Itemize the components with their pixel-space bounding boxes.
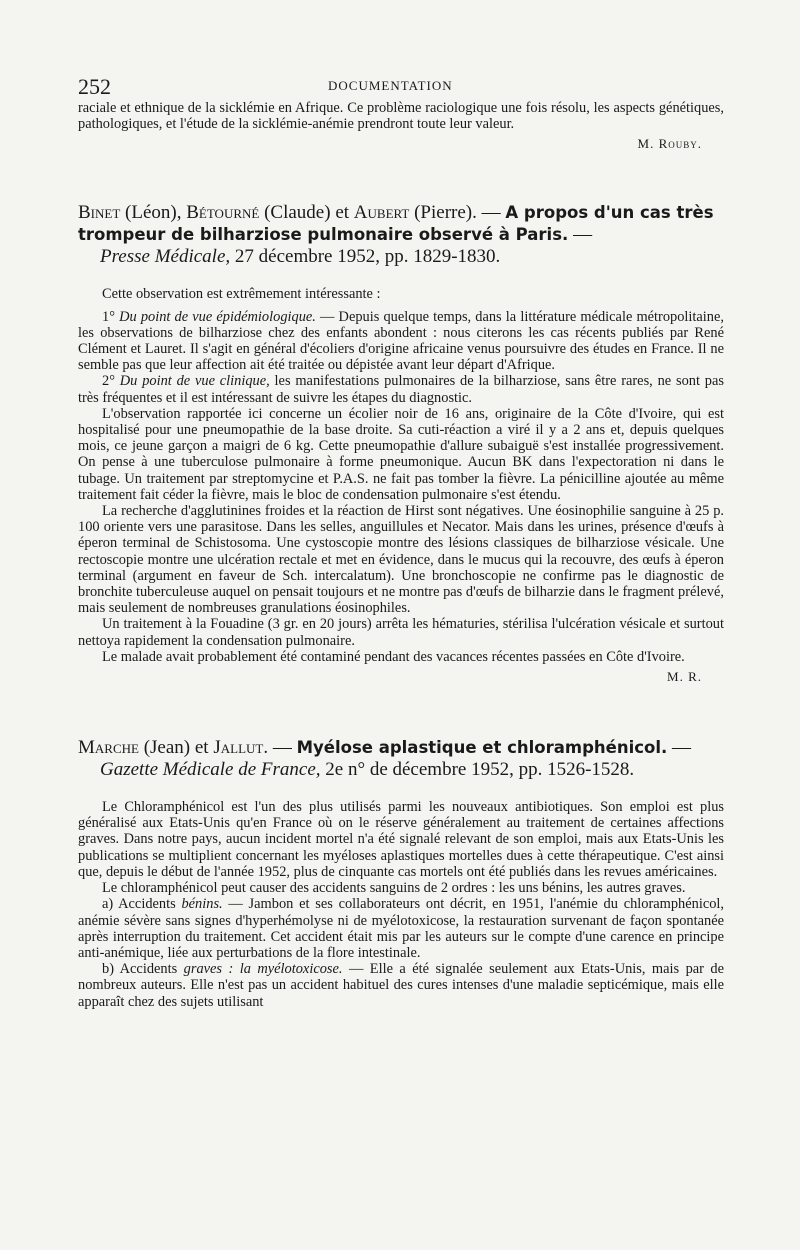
article-paragraph: Le Chloramphénicol est l'un des plus utilisés parmi les nouveaux antibiotiques. Son emploi est plus généralisé aux Etats-Unis qu'en France où on le réserve généralement au traitement de certaines affections graves. Dans notre pays, aucun incident mortel n'a été signalé relevant de son emploi, mais aux Etats-Unis les publications se multiplient concernant les myéloses aplastiques mortelles dues à cette thérapeutique. C'est ainsi que, depuis le début de l'année 1952, plus de cinquante cas mortels ont été publiés dans les revues américaines.	[78, 799, 724, 880]
author-first: (Claude)	[264, 202, 331, 224]
article-title: A propos d'un cas très trompeur de bilharziose pulmonaire observé à Paris.	[78, 203, 714, 245]
running-title: DOCUMENTATION	[328, 78, 453, 93]
article-paragraph: La recherche d'agglutinines froides et la réaction de Hirst sont négatives. Une éosinophilie sanguine à 25 p. 100 oriente vers une parasitose. Dans les selles, anguillules et Necator. Mais dans les urines, présence d'œufs à éperon terminal de Schistosoma. Une cystoscopie montre des lésions classiques de bilharziose vésicale. Une rectoscopie montre une ulcération rectale et met en évidence, dans le mucus qui la recouvre, des œufs à éperon terminal (argument en faveur de Sch. intercalatum). Une bronchoscopie ne confirme pas le diagnostic de bronchite tuberculeuse auquel on pensait toujours et ne montre pas d'œufs de bilharzie dans le fragment prélevé, mais seulement de nombreuses granulations éosinophiles.	[78, 503, 724, 617]
article-paragraph: 2° Du point de vue clinique, les manifestations pulmonaires de la bilharziose, sans être rares, ne sont pas très fréquentes et il est intéressant de suivre les étapes du diagnostic.	[78, 373, 724, 406]
page-header	[78, 70, 724, 100]
page-number: 252	[78, 74, 111, 99]
author-name: Aubert	[353, 202, 410, 224]
article-title: Myélose aplastique et chloramphénicol.	[296, 738, 668, 758]
article-paragraph: Un traitement à la Fouadine (3 gr. en 20 jours) arrêta les hématuries, stérilisa l'ulcération vésicale et surtout nettoya rapidement la condensation pulmonaire.	[78, 616, 724, 649]
author-first: (Pierre)	[414, 202, 473, 224]
author-first: (Léon)	[125, 202, 177, 224]
author-name: Bétourné	[186, 202, 260, 224]
document-page	[78, 70, 724, 1010]
article1-body	[78, 286, 724, 685]
author-first: (Jean)	[143, 737, 191, 759]
journal-name: Gazette Médicale de France,	[100, 759, 321, 781]
author-name: Binet	[78, 202, 121, 224]
conjunction: et	[335, 202, 350, 224]
author-name: Jallut.	[213, 737, 269, 759]
journal-name: Presse Médicale,	[100, 246, 231, 268]
article-paragraph: Le chloramphénicol peut causer des accidents sanguins de 2 ordres : les uns bénins, les autres graves.	[102, 880, 686, 897]
intro-paragraph: raciale et ethnique de la sicklémie en Afrique. Ce problème raciologique une fois résolu, les aspects génétiques, pathologiques, et l'étude de la sicklémie-anémie prendront toute leur valeur.	[78, 100, 724, 133]
article-paragraph: 1° Du point de vue épidémiologique. — Depuis quelque temps, dans la littérature médicale métropolitaine, les observations de bilharziose chez des enfants abondent : nous citerons les cas récents publiés par René Clément et Lauret. Il s'agit en général d'écoliers d'origine africaine venus poursuivre des études en France. Il ne semble pas que leur affection ait été traitée ou dépistée avant leur départ d'Afrique.	[78, 308, 724, 374]
article1-signature: M. R.	[667, 669, 702, 685]
journal-line	[78, 759, 724, 781]
article-paragraph: a) Accidents bénins. — Jambon et ses collaborateurs ont décrit, en 1951, l'anémie du chloramphénicol, anémie sévère sans signes d'hyperhémolyse ni de myélotoxicose, la restauration survenant de façon spontanée après interruption du traitement. Cet accident était mis par les auteurs sur le compte d'une carence en principe anti-anémique, liée aux perturbations de la flore intestinale.	[78, 896, 724, 961]
article-paragraph: Le malade avait probablement été contaminé pendant des vacances récentes passées en Côte d'Ivoire.	[102, 648, 685, 665]
article-paragraph: Cette observation est extrêmement intéressante :	[102, 286, 381, 303]
article-paragraph: L'observation rapportée ici concerne un écolier noir de 16 ans, originaire de la Côte d'Ivoire, qui est hospitalisé pour une pneumopathie de la base droite. Sa cuti-réaction a viré il y a 2 ans et, depuis quelques mois, ce jeune garçon a maigri de 6 kg. Cette pneumopathie d'allure subaiguë s'est installée progressivement. On pense à une tuberculose pulmonaire à forme pneumonique. Aucun BK dans l'expectoration ni dans le tubage. Un traitement par streptomycine et P.A.S. ne fait pas tomber la fièvre. La pénicilline ajoutée au même traitement fait céder la fièvre, mais le bloc de condensation pulmonaire s'est étendu.	[78, 405, 724, 503]
citation: 2e n° de décembre 1952, pp. 1526-1528.	[325, 759, 635, 781]
article1-reference: Binet (Léon), Bétourné (Claude) et Aubert (Pierre). — A propos d'un cas très trompeur de bilharziose pulmonaire observé à Paris. — Presse Médicale, 27 décembre 1952, pp. 1829-1830.	[78, 202, 724, 268]
article2-reference: Marche (Jean) et Jallut. — Myélose aplastique et chloramphénicol. — Gazette Médicale de France, 2e n° de décembre 1952, pp. 1526-1528.	[78, 737, 724, 781]
article-paragraph: b) Accidents graves : la myélotoxicose. — Elle a été signalée seulement aux Etats-Unis, mais par de nombreux auteurs. Elle n'est pas un accident habituel des cures intenses d'une maladie septicémique, mais elle apparaît chez des sujets utilisant	[78, 961, 724, 1010]
author-name: Marche	[78, 737, 139, 759]
intro-signature: M. Rouby.	[637, 136, 702, 152]
journal-line	[78, 246, 724, 268]
article2-body	[78, 799, 724, 1010]
citation: 27 décembre 1952, pp. 1829-1830.	[234, 246, 501, 268]
conjunction: et	[194, 737, 209, 759]
